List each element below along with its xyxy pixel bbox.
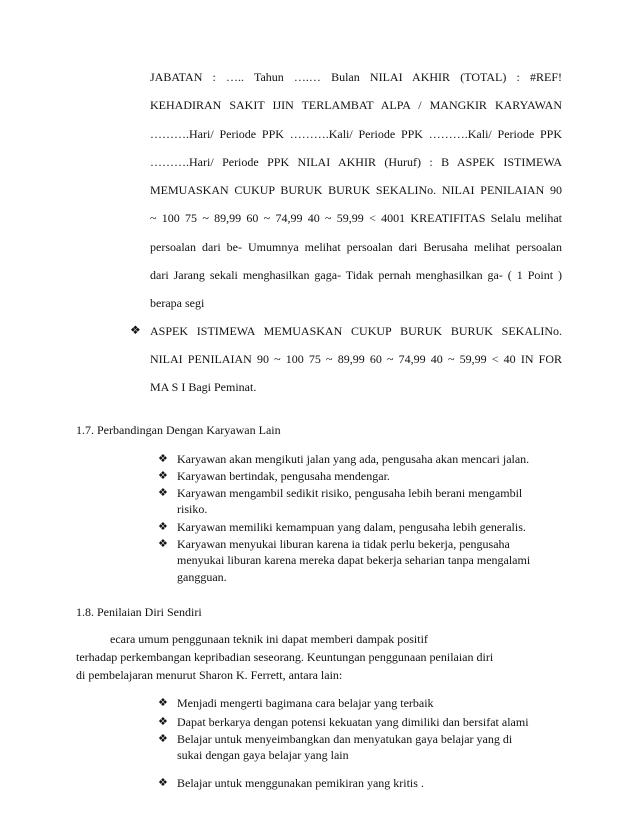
list-item: Dapat berkarya dengan potensi kekuatan yang dimiliki dan bersifat alami bbox=[177, 715, 529, 729]
diamond-bullet-icon: ❖ bbox=[158, 470, 168, 482]
top-line: JABATAN : ….. Tahun ….… Bulan NILAI AKHIR (TOTAL) : #REF! bbox=[150, 70, 562, 84]
diamond-bullet-icon: ❖ bbox=[158, 453, 168, 465]
list-item: Karyawan memiliki kemampuan yang dalam, pengusaha lebih generalis. bbox=[177, 520, 526, 534]
section-heading-1-7: 1.7. Perbandingan Dengan Karyawan Lain bbox=[76, 423, 281, 437]
top-line: persoalan dari be- Umumnya melihat persoalan dari Berusaha melihat persoalan bbox=[150, 240, 562, 254]
diamond-bullet-icon: ❖ bbox=[158, 487, 168, 499]
list-item: Karyawan mengambil sedikit risiko, pengusaha lebih berani mengambil bbox=[177, 486, 523, 500]
top-line: KEHADIRAN SAKIT IJIN TERLAMBAT ALPA / MANGKIR KARYAWAN bbox=[150, 98, 562, 112]
diamond-bullet-icon: ❖ bbox=[158, 733, 168, 745]
list-item: Karyawan menyukai liburan karena ia tidak perlu bekerja, pengusaha bbox=[177, 537, 510, 551]
list-item: Karyawan bertindak, pengusaha mendengar. bbox=[177, 469, 390, 483]
top-line: MEMUASKAN CUKUP BURUK BURUK SEKALINo. NILAI PENILAIAN 90 bbox=[150, 183, 562, 197]
top-bullet-line: NILAI PENILAIAN 90 ~ 100 75 ~ 89,99 60 ~ 74,99 40 ~ 59,99 < 40 IN FOR bbox=[150, 352, 562, 366]
top-line: ~ 100 75 ~ 89,99 60 ~ 74,99 40 ~ 59,99 < 4001 KREATIFITAS Selalu melihat bbox=[150, 211, 562, 225]
list-item-continued: sukai dengan gaya belajar yang lain bbox=[177, 748, 349, 762]
list-item-continued: gangguan. bbox=[177, 570, 227, 584]
diamond-bullet-icon: ❖ bbox=[158, 538, 168, 550]
top-line: berapa segi bbox=[150, 296, 205, 310]
section-heading-1-8: 1.8. Penilaian Diri Sendiri bbox=[76, 605, 202, 619]
paragraph-line: terhadap perkembangan kepribadian seseorang. Keuntungan penggunaan penilaian diri bbox=[76, 650, 494, 664]
top-bullet-line: MA S I Bagi Peminat. bbox=[150, 380, 257, 394]
diamond-bullet-icon: ❖ bbox=[158, 697, 168, 709]
top-line: dari Jarang sekali menghasilkan gaga- Tidak pernah menghasilkan ga- ( 1 Point ) bbox=[150, 268, 562, 282]
paragraph-line: ecara umum penggunaan teknik ini dapat memberi dampak positif bbox=[110, 632, 428, 646]
list-item: Karyawan akan mengikuti jalan yang ada, pengusaha akan mencari jalan. bbox=[177, 452, 530, 466]
diamond-bullet-icon: ❖ bbox=[158, 521, 168, 533]
top-line: ……….Hari/ Periode PPK NILAI AKHIR (Huruf) : B ASPEK ISTIMEWA bbox=[150, 155, 562, 169]
diamond-bullet-icon: ❖ bbox=[158, 716, 168, 728]
list-item-continued: menyukai liburan karena mereka dapat bekerja seharian tanpa mengalami bbox=[177, 553, 531, 567]
list-item: Belajar untuk menggunakan pemikiran yang kritis . bbox=[177, 776, 424, 790]
diamond-bullet-icon: ❖ bbox=[130, 323, 141, 337]
diamond-bullet-icon: ❖ bbox=[158, 777, 168, 789]
top-bullet-line: ASPEK ISTIMEWA MEMUASKAN CUKUP BURUK BURUK SEKALINo. bbox=[150, 324, 562, 338]
paragraph-line: di pembelajaran menurut Sharon K. Ferrett, antara lain: bbox=[76, 668, 343, 682]
list-item: Menjadi mengerti bagimana cara belajar yang terbaik bbox=[177, 696, 434, 710]
list-item-continued: risiko. bbox=[177, 502, 208, 516]
top-line: ……….Hari/ Periode PPK ……….Kali/ Periode PPK ……….Kali/ Periode PPK bbox=[150, 127, 562, 141]
list-item: Belajar untuk menyeimbangkan dan menyatukan gaya belajar yang di bbox=[177, 732, 513, 746]
